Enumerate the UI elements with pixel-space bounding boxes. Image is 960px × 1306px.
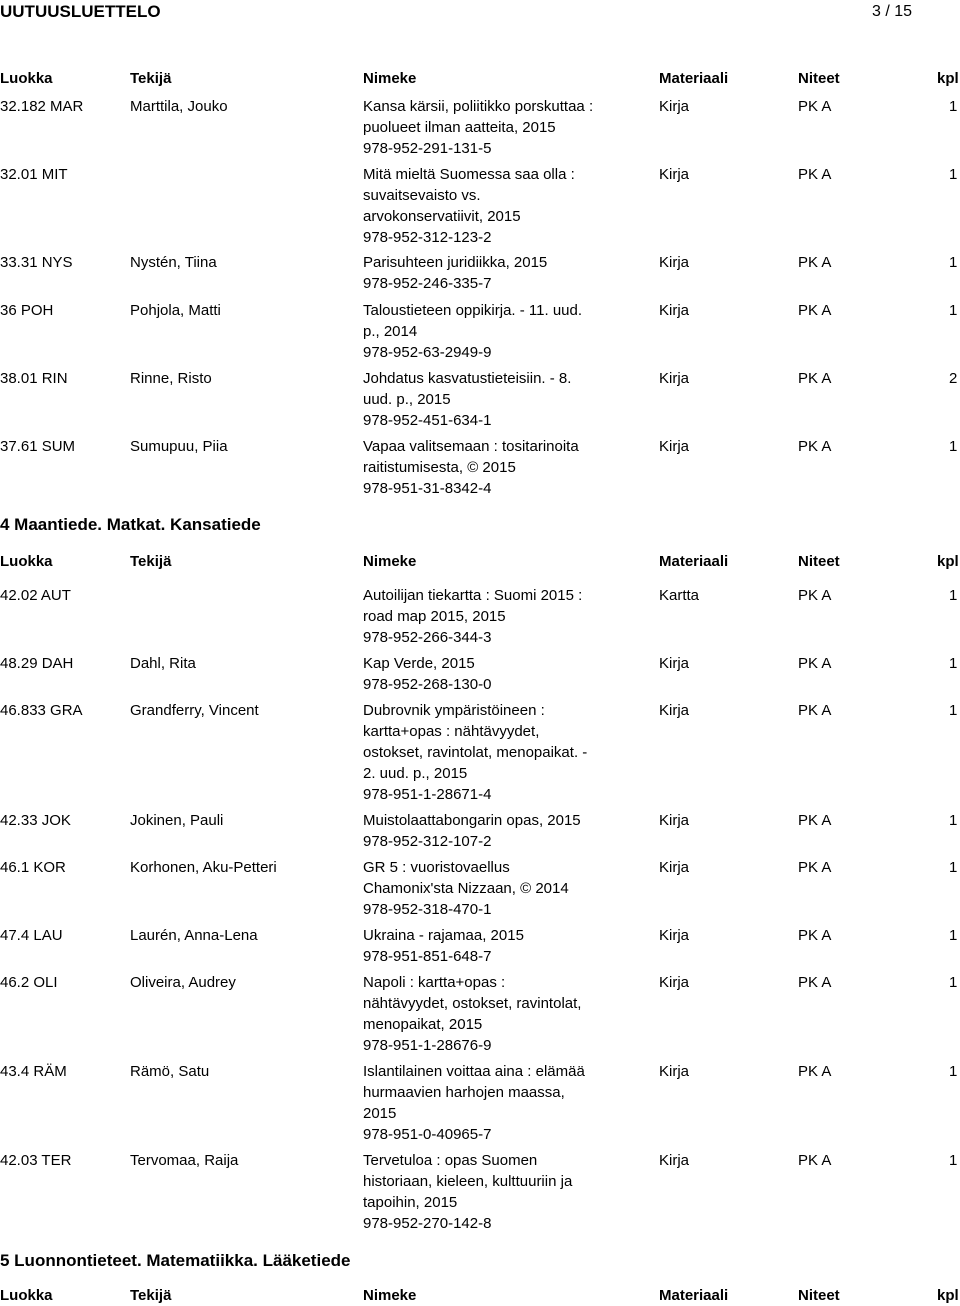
title-line: uud. p., 2015 xyxy=(363,391,451,408)
author-name: Rämö, Satu xyxy=(130,1063,210,1080)
copies-location: PK A xyxy=(798,702,832,719)
column-header-kpl: kpl xyxy=(937,553,959,570)
title-line: arvokonservatiivit, 2015 xyxy=(363,208,521,225)
title-line: ostokset, ravintolat, menopaikat. - xyxy=(363,744,588,761)
title-line: Ukraina - rajamaa, 2015 xyxy=(363,927,524,944)
copies-location: PK A xyxy=(798,254,832,271)
copies-count: 1 xyxy=(949,302,958,319)
classification-code: 33.31 NYS xyxy=(0,254,73,271)
classification-code: 46.833 GRA xyxy=(0,702,83,719)
copies-location: PK A xyxy=(798,438,832,455)
copies-location: PK A xyxy=(798,974,832,991)
title-line: 978-952-291-131-5 xyxy=(363,140,492,157)
title-line: Vapaa valitsemaan : tositarinoita xyxy=(363,438,579,455)
classification-code: 47.4 LAU xyxy=(0,927,63,944)
column-header-tekija: Tekijä xyxy=(130,70,172,87)
title-line: 978-951-0-40965-7 xyxy=(363,1126,492,1143)
classification-code: 43.4 RÄM xyxy=(0,1063,67,1080)
material-type: Kirja xyxy=(659,974,690,991)
copies-location: PK A xyxy=(798,587,832,604)
column-header-luokka: Luokka xyxy=(0,1287,53,1304)
classification-code: 42.03 TER xyxy=(0,1152,72,1169)
author-name: Marttila, Jouko xyxy=(130,98,228,115)
title-line: 978-952-312-107-2 xyxy=(363,833,492,850)
material-type: Kirja xyxy=(659,655,690,672)
copies-location: PK A xyxy=(798,1152,832,1169)
material-type: Kirja xyxy=(659,1063,690,1080)
title-cell xyxy=(363,925,623,967)
author-name: Oliveira, Audrey xyxy=(130,974,236,991)
title-cell xyxy=(363,436,623,499)
title-line: Dubrovnik ympäristöineen : xyxy=(363,702,545,719)
title-line: menopaikat, 2015 xyxy=(363,1016,483,1033)
title-cell xyxy=(363,700,623,805)
classification-code: 32.01 MIT xyxy=(0,166,68,183)
copies-location: PK A xyxy=(798,1063,832,1080)
classification-code: 46.2 OLI xyxy=(0,974,58,991)
column-header-tekija: Tekijä xyxy=(130,553,172,570)
page-indicator xyxy=(872,1,912,22)
title-line: 978-951-851-648-7 xyxy=(363,948,492,965)
section-title: 4 Maantiede. Matkat. Kansatiede xyxy=(0,515,261,534)
title-cell xyxy=(363,252,623,294)
material-type: Kirja xyxy=(659,927,690,944)
copies-location: PK A xyxy=(798,166,832,183)
title-line: 978-952-266-344-3 xyxy=(363,629,492,646)
title-cell xyxy=(363,972,623,1056)
column-header-luokka: Luokka xyxy=(0,553,53,570)
title-cell xyxy=(363,368,623,431)
page-title: UUTUUSLUETTELO xyxy=(0,2,161,21)
title-cell xyxy=(363,96,623,159)
copies-count: 1 xyxy=(949,254,958,271)
column-header-row xyxy=(0,68,960,89)
column-header-materiaali: Materiaali xyxy=(659,70,729,87)
title-line: p., 2014 xyxy=(363,323,418,340)
column-header-row xyxy=(0,551,960,572)
title-line: nähtävyydet, ostokset, ravintolat, xyxy=(363,995,582,1012)
copies-count: 1 xyxy=(949,974,958,991)
column-header-kpl: kpl xyxy=(937,1287,959,1304)
material-type: Kirja xyxy=(659,302,690,319)
column-header-kpl: kpl xyxy=(937,70,959,87)
title-line: Taloustieteen oppikirja. - 11. uud. xyxy=(363,302,583,319)
section-title: 5 Luonnontieteet. Matematiikka. Lääketiede xyxy=(0,1251,351,1270)
title-line: Mitä mieltä Suomessa saa olla : xyxy=(363,166,575,183)
author-name: Pohjola, Matti xyxy=(130,302,221,319)
copies-count: 1 xyxy=(949,1152,958,1169)
material-type: Kartta xyxy=(659,587,700,604)
title-line: hurmaavien harhojen maassa, xyxy=(363,1084,565,1101)
author-name: Grandferry, Vincent xyxy=(130,702,259,719)
copies-count: 1 xyxy=(949,655,958,672)
title-cell xyxy=(363,164,623,248)
title-line: suvaitsevaisto vs. xyxy=(363,187,481,204)
title-line: Chamonix'sta Nizzaan, © 2014 xyxy=(363,880,569,897)
copies-count: 1 xyxy=(949,812,958,829)
material-type: Kirja xyxy=(659,370,690,387)
title-line: road map 2015, 2015 xyxy=(363,608,506,625)
title-line: Parisuhteen juridiikka, 2015 xyxy=(363,254,548,271)
copies-location: PK A xyxy=(798,812,832,829)
copies-count: 1 xyxy=(949,98,958,115)
title-line: 2015 xyxy=(363,1105,397,1122)
author-name: Korhonen, Aku-Petteri xyxy=(130,859,277,876)
column-header-niteet: Niteet xyxy=(798,553,840,570)
title-cell xyxy=(363,810,623,852)
title-line: Napoli : kartta+opas : xyxy=(363,974,506,991)
title-line: Johdatus kasvatustieteisiin. - 8. xyxy=(363,370,572,387)
column-header-tekija: Tekijä xyxy=(130,1287,172,1304)
copies-count: 1 xyxy=(949,1063,958,1080)
column-header-materiaali: Materiaali xyxy=(659,1287,729,1304)
classification-code: 37.61 SUM xyxy=(0,438,76,455)
title-line: Muistolaattabongarin opas, 2015 xyxy=(363,812,581,829)
title-line: 2. uud. p., 2015 xyxy=(363,765,468,782)
column-header-niteet: Niteet xyxy=(798,1287,840,1304)
page-separator: / xyxy=(885,3,890,20)
copies-location: PK A xyxy=(798,655,832,672)
classification-code: 42.33 JOK xyxy=(0,812,71,829)
title-line: Tervetuloa : opas Suomen xyxy=(363,1152,538,1169)
material-type: Kirja xyxy=(659,254,690,271)
column-header-row xyxy=(0,1285,960,1306)
column-header-nimeke: Nimeke xyxy=(363,70,417,87)
title-line: raitistumisesta, © 2015 xyxy=(363,459,516,476)
classification-code: 32.182 MAR xyxy=(0,98,84,115)
copies-location: PK A xyxy=(798,927,832,944)
title-cell xyxy=(363,653,623,695)
title-cell xyxy=(363,585,623,648)
copies-location: PK A xyxy=(798,98,832,115)
title-line: 978-951-1-28671-4 xyxy=(363,786,492,803)
copies-count: 1 xyxy=(949,927,958,944)
title-line: 978-952-270-142-8 xyxy=(363,1215,492,1232)
copies-count: 1 xyxy=(949,702,958,719)
author-name: Tervomaa, Raija xyxy=(130,1152,239,1169)
title-line: kartta+opas : nähtävyydet, xyxy=(363,723,540,740)
column-header-nimeke: Nimeke xyxy=(363,553,417,570)
title-line: 978-952-63-2949-9 xyxy=(363,344,492,361)
material-type: Kirja xyxy=(659,98,690,115)
title-line: puolueet ilman aatteita, 2015 xyxy=(363,119,556,136)
copies-location: PK A xyxy=(798,370,832,387)
column-header-nimeke: Nimeke xyxy=(363,1287,417,1304)
title-line: 978-952-268-130-0 xyxy=(363,676,492,693)
title-line: 978-951-1-28676-9 xyxy=(363,1037,492,1054)
copies-count: 1 xyxy=(949,438,958,455)
copies-count: 2 xyxy=(949,370,958,387)
title-line: Autoilijan tiekartta : Suomi 2015 : xyxy=(363,587,583,604)
author-name: Laurén, Anna-Lena xyxy=(130,927,258,944)
copies-location: PK A xyxy=(798,859,832,876)
material-type: Kirja xyxy=(659,438,690,455)
page-total: 15 xyxy=(894,3,913,20)
author-name: Dahl, Rita xyxy=(130,655,196,672)
material-type: Kirja xyxy=(659,1152,690,1169)
title-line: Islantilainen voittaa aina : elämää xyxy=(363,1063,585,1080)
classification-code: 36 POH xyxy=(0,302,54,319)
material-type: Kirja xyxy=(659,812,690,829)
material-type: Kirja xyxy=(659,859,690,876)
title-cell xyxy=(363,1150,623,1234)
title-line: 978-952-246-335-7 xyxy=(363,275,492,292)
title-line: GR 5 : vuoristovaellus xyxy=(363,859,510,876)
column-header-luokka: Luokka xyxy=(0,70,53,87)
title-cell xyxy=(363,1061,623,1145)
classification-code: 38.01 RIN xyxy=(0,370,68,387)
classification-code: 42.02 AUT xyxy=(0,587,71,604)
classification-code: 48.29 DAH xyxy=(0,655,74,672)
author-name: Sumupuu, Piia xyxy=(130,438,228,455)
copies-count: 1 xyxy=(949,587,958,604)
column-header-materiaali: Materiaali xyxy=(659,553,729,570)
title-line: historiaan, kieleen, kulttuuriin ja xyxy=(363,1173,573,1190)
title-line: 978-952-312-123-2 xyxy=(363,229,492,246)
author-name: Rinne, Risto xyxy=(130,370,212,387)
material-type: Kirja xyxy=(659,166,690,183)
title-cell xyxy=(363,300,623,363)
title-line: 978-952-318-470-1 xyxy=(363,901,492,918)
title-line: tapoihin, 2015 xyxy=(363,1194,458,1211)
author-name: Nystén, Tiina xyxy=(130,254,217,271)
title-cell xyxy=(363,857,623,920)
column-header-niteet: Niteet xyxy=(798,70,840,87)
copies-count: 1 xyxy=(949,166,958,183)
copies-location: PK A xyxy=(798,302,832,319)
classification-code: 46.1 KOR xyxy=(0,859,66,876)
material-type: Kirja xyxy=(659,702,690,719)
page-current: 3 xyxy=(872,3,881,20)
author-name: Jokinen, Pauli xyxy=(130,812,224,829)
title-line: 978-951-31-8342-4 xyxy=(363,480,492,497)
copies-count: 1 xyxy=(949,859,958,876)
title-line: Kansa kärsii, poliitikko porskuttaa : xyxy=(363,98,594,115)
title-line: Kap Verde, 2015 xyxy=(363,655,475,672)
title-line: 978-952-451-634-1 xyxy=(363,412,492,429)
